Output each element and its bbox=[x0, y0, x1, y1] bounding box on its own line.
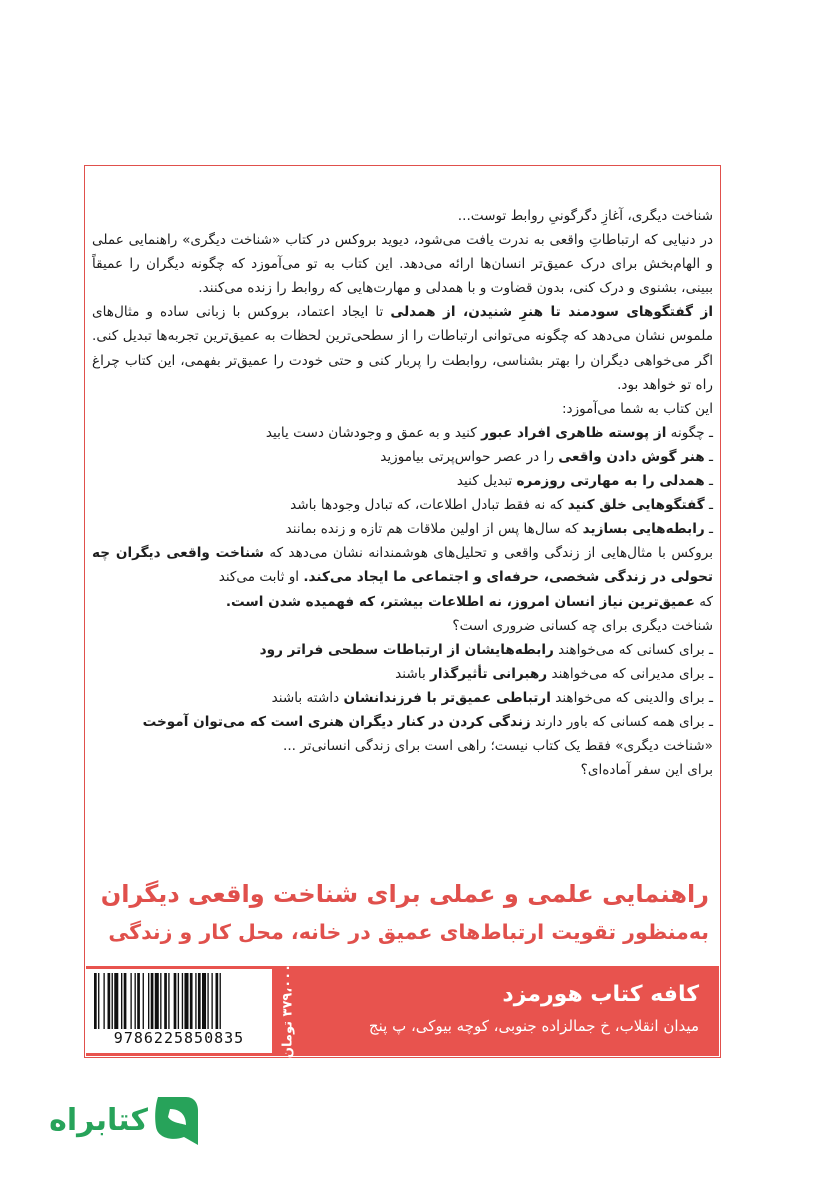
teaches-item: ـ چگونه از پوسته ظاهری افراد عبور کنید و به عمق و وجودشان دست یابید bbox=[92, 421, 713, 445]
barcode-bar bbox=[148, 973, 149, 1029]
publisher-name: کافه کتاب هورمزد bbox=[502, 982, 699, 1007]
barcode-bar bbox=[94, 973, 97, 1029]
audience-item: ـ برای والدینی که می‌خواهند ارتباطی عمیق‌تر با فرزندانشان داشته باشند bbox=[92, 686, 713, 710]
barcode-bar bbox=[211, 973, 212, 1029]
teaches-item: ـ همدلی را به مهارتی روزمره تبدیل کنید bbox=[92, 469, 713, 493]
barcode-bar bbox=[220, 973, 221, 1029]
teaches-item: ـ هنر گوش دادن واقعی را در عصر حواس‌پرتی بیاموزید bbox=[92, 445, 713, 469]
barcode-bar bbox=[103, 973, 104, 1029]
teaches-item: ـ گفتگوهایی خلق کنید که نه فقط تبادل اطلاعات، که تبادل وجودها باشد bbox=[92, 493, 713, 517]
audience-item: ـ برای همه کسانی که باور دارند زندگی کردن در کنار دیگران هنری است که می‌توان آموخت bbox=[92, 710, 713, 734]
bookmark-leaf-icon bbox=[152, 1093, 200, 1149]
intro-line: شناخت دیگری، آغازِ دگرگونیِ روابط توست... bbox=[457, 208, 713, 224]
teaches-intro: این کتاب به شما می‌آموزد: bbox=[561, 400, 713, 417]
paragraph-4: که عمیق‌ترین نیاز انسان امروز، نه اطلاعات بیشتر، که فهمیده شدن است. bbox=[225, 593, 713, 610]
barcode-bar bbox=[178, 973, 179, 1029]
barcode-bar bbox=[164, 973, 167, 1029]
barcode bbox=[86, 969, 272, 1053]
audience-question: شناخت دیگری برای چه کسانی ضروری است؟ bbox=[452, 617, 713, 634]
publisher-address: میدان انقلاب، خ جمالزاده جنوبی، کوچه بیوکی، پ پنج bbox=[368, 1017, 699, 1035]
ketabrah-logo bbox=[44, 1093, 204, 1153]
barcode-bar bbox=[130, 973, 131, 1029]
teaches-item: ـ رابطه‌هایی بسازید که سال‌ها پس از اولین ملاقات هم تازه و زنده بمانند bbox=[92, 517, 713, 541]
barcode-bar bbox=[114, 973, 118, 1029]
barcode-bar bbox=[135, 973, 136, 1029]
barcode-bar bbox=[216, 973, 219, 1029]
tagline-line-1: راهنمایی علمی و عملی برای شناخت واقعی دیگران bbox=[100, 880, 709, 908]
barcode-bars bbox=[92, 973, 266, 1029]
paragraph-2: از گفتگوهای سودمند تا هنرِ شنیدن، از همدلی تا ایجاد اعتماد، بروکس با زبانی ساده و مثال‌های ملموس نشان می‌دهد که چگونه می‌توانی ارتباطات را از سطحی‌ترین لحظات به عمیق‌ترین تجربه‌ها تبدیل کنی. اگر می‌خواهی دیگران را بهتر بشناسی، روابطت را پربار کنی و حتی خودت را عمیق‌تر بفهمی، این کتاب چراغ راه تو خواهد بود. bbox=[92, 304, 713, 393]
barcode-bar bbox=[155, 973, 159, 1029]
barcode-bar bbox=[174, 973, 177, 1029]
barcode-bar bbox=[195, 973, 196, 1029]
barcode-bar bbox=[151, 973, 154, 1029]
publisher-footer bbox=[86, 963, 719, 1059]
tagline-line-2: به‌منظور تقویت ارتباط‌های عمیق در خانه، محل کار و زندگی bbox=[108, 920, 709, 944]
audience-item: ـ برای مدیرانی که می‌خواهند رهبرانی تأثیرگذار باشند bbox=[92, 662, 713, 686]
barcode-bar bbox=[98, 973, 99, 1029]
barcode-bar bbox=[121, 973, 122, 1029]
intro-paragraph: در دنیایی که ارتباطاتِ واقعی به ندرت یافت می‌شود، دیوید بروکس در کتاب «شناخت دیگری» راهنمایی عملی و الهام‌بخش برای درک عمیق‌تر انسان‌ها ارائه می‌دهد. این کتاب به تو می‌آموزد که چگونه دیگران را عمیقاً ببینی، بشنوی و درک کنی، بدون قضاوت و با همدلی و مهارت‌هایی که روابط را زنده می‌کنند. bbox=[92, 232, 713, 297]
barcode-bar bbox=[202, 973, 206, 1029]
barcode-bar bbox=[184, 973, 188, 1029]
barcode-bar bbox=[160, 973, 161, 1029]
barcode-bar bbox=[207, 973, 208, 1029]
barcode-bar bbox=[168, 973, 169, 1029]
closing-line: «شناخت دیگری» فقط یک کتاب نیست؛ راهی است برای زندگی انسانی‌تر ... bbox=[283, 738, 713, 755]
barcode-bar bbox=[190, 973, 193, 1029]
logo-text: کتابراه bbox=[49, 1103, 148, 1138]
barcode-bar bbox=[108, 973, 111, 1029]
blurb-text bbox=[92, 204, 713, 782]
closing-question: برای این سفر آماده‌ای؟ bbox=[580, 762, 713, 779]
barcode-bar bbox=[198, 973, 201, 1029]
barcode-bar bbox=[137, 973, 140, 1029]
price-label: ۳۷۹،۰۰۰ تومان bbox=[280, 963, 296, 1059]
barcode-bar bbox=[124, 973, 127, 1029]
barcode-bar bbox=[112, 973, 113, 1029]
isbn-number: 9786225850835 bbox=[113, 1029, 245, 1047]
audience-item: ـ برای کسانی که می‌خواهند رابطه‌هایشان از ارتباطات سطحی فراتر رود bbox=[92, 638, 713, 662]
barcode-bar bbox=[182, 973, 183, 1029]
paragraph-3: بروکس با مثال‌هایی از زندگی واقعی و تحلیل‌های هوشمندانه نشان می‌دهد که شناخت واقعی دیگران چه تحولی در زندگی شخصی، حرفه‌ای و اجتماعی ما ایجاد می‌کند. او ثابت می‌کند bbox=[92, 545, 714, 586]
barcode-bar bbox=[143, 973, 144, 1029]
